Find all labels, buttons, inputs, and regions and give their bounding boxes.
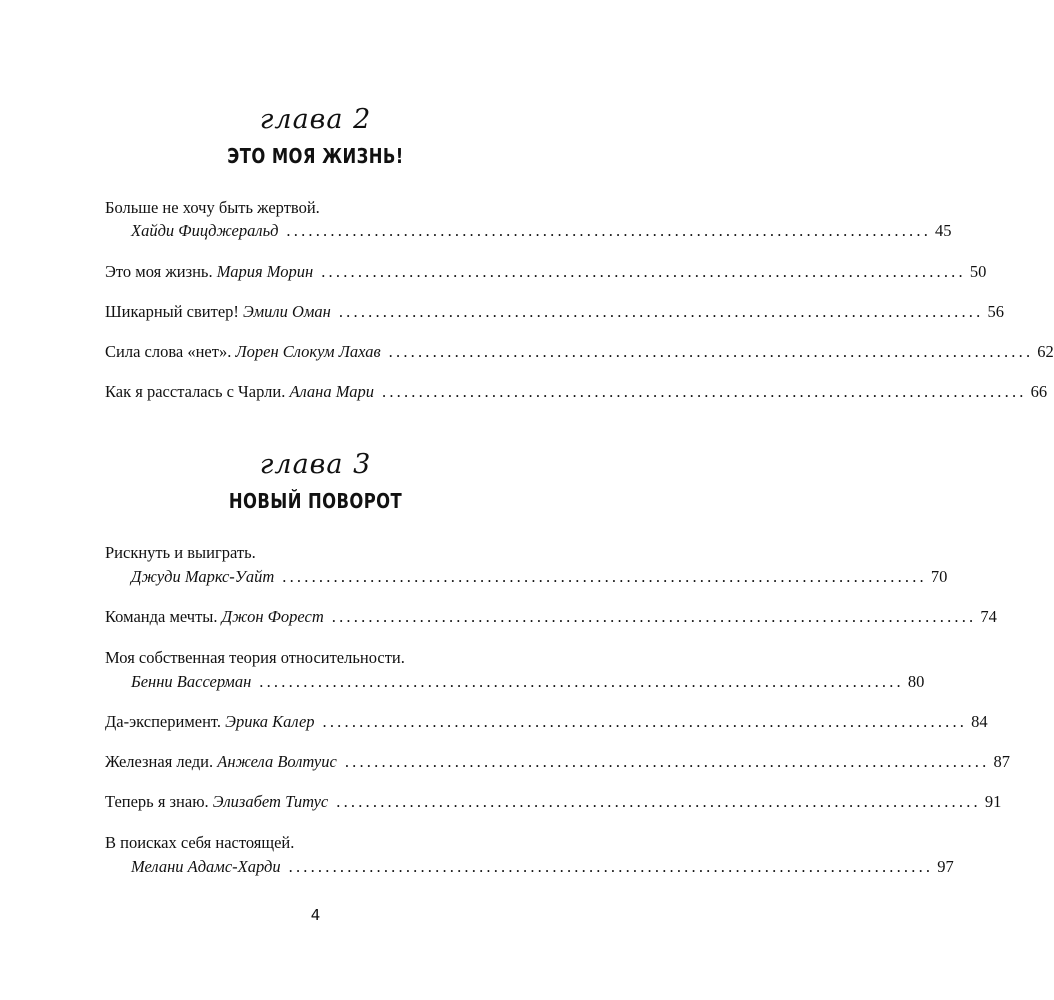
chapter-2-title: ЭТО МОЯ ЖИЗНЬ! — [227, 144, 404, 168]
toc-entry-title: Сила слова «нет». — [105, 342, 232, 361]
toc-entry-page: 50 — [969, 262, 987, 281]
dot-leader: ........................................................................................ — [286, 221, 932, 240]
toc-entry — [131, 221, 952, 241]
toc-entry-title: Как я рассталась с Чарли. — [105, 382, 286, 401]
page-number: 4 — [310, 906, 321, 924]
chapter-3-label: глава 3 — [259, 449, 372, 480]
toc-entry-title: Шикарный свитер! — [105, 302, 239, 321]
dot-leader: ........................................................................................ — [338, 302, 984, 321]
toc-entry-author: Мария Морин — [216, 262, 314, 281]
toc-entry-author: Эмили Оман — [243, 302, 331, 321]
toc-entry-author: Элизабет Титус — [212, 792, 329, 811]
toc-entry — [105, 302, 1004, 322]
toc-entry — [105, 607, 997, 627]
toc-entry-page: 56 — [987, 302, 1004, 321]
toc-entry-page: 66 — [1030, 382, 1048, 401]
toc-entry-page: 62 — [1037, 342, 1054, 361]
toc-entry-title: Теперь я знаю. — [105, 792, 209, 811]
toc-entry-title: Моя собственная теория относительности. — [105, 648, 405, 667]
toc-entry-title: Рискнуть и выиграть. — [105, 543, 256, 562]
dot-leader: ........................................................................................ — [382, 382, 1027, 401]
toc-entry-author: Джон Форест — [221, 607, 324, 626]
toc-entry — [105, 752, 1010, 772]
toc-entry-title: Да-эксперимент. — [105, 712, 222, 731]
toc-entry — [105, 382, 1048, 402]
toc-entry-author: Лорен Слокум Лахав — [235, 342, 381, 361]
toc-entry-page: 80 — [907, 672, 925, 691]
toc-entry-title: Больше не хочу быть жертвой. — [105, 198, 320, 217]
dot-leader: ........................................................................................ — [288, 857, 934, 876]
toc-entry-author: Эрика Калер — [225, 712, 315, 731]
dot-leader: ........................................................................................ — [322, 712, 968, 731]
toc-entry-page: 70 — [930, 567, 948, 586]
toc-entry — [105, 792, 1002, 812]
chapter-3-title: НОВЫЙ ПОВОРОТ — [228, 489, 403, 513]
toc-entry — [131, 567, 948, 587]
toc-entry-page: 97 — [937, 857, 954, 876]
toc-entry-author: Мелани Адамс-Харди — [131, 857, 281, 876]
toc-entry-title: Это моя жизнь. — [105, 262, 213, 281]
toc-entry-page: 45 — [935, 221, 952, 240]
toc-entry-page: 74 — [980, 607, 997, 626]
toc-entry-author: Джуди Маркс-Уайт — [131, 567, 275, 586]
dot-leader: ........................................................................................ — [259, 672, 904, 691]
dot-leader: ........................................................................................ — [388, 342, 1034, 361]
toc-entry — [131, 672, 925, 692]
dot-leader: ........................................................................................ — [331, 607, 977, 626]
toc-entry — [105, 712, 988, 732]
toc-entry — [131, 857, 954, 877]
toc-entry-page: 87 — [993, 752, 1010, 771]
toc-entry-title: Железная леди. — [105, 752, 214, 771]
dot-leader: ........................................................................................ — [282, 567, 927, 586]
chapter-2-label: глава 2 — [259, 104, 372, 135]
dot-leader: ........................................................................................ — [336, 792, 981, 811]
toc-entry-title: В поисках себя настоящей. — [105, 833, 295, 852]
toc-entry-author: Алана Мари — [289, 382, 374, 401]
toc-entry — [105, 262, 987, 282]
dot-leader: ........................................................................................ — [321, 262, 966, 281]
toc-entry-author: Хайди Фицджеральд — [131, 221, 279, 240]
toc-entry-author: Бенни Вассерман — [131, 672, 252, 691]
toc-entry-author: Анжела Волтуис — [217, 752, 337, 771]
toc-entry-page: 91 — [984, 792, 1002, 811]
dot-leader: ........................................................................................ — [344, 752, 990, 771]
toc-entry-title: Команда мечты. — [105, 607, 218, 626]
toc-entry — [105, 342, 1054, 362]
toc-entry-page: 84 — [971, 712, 988, 731]
